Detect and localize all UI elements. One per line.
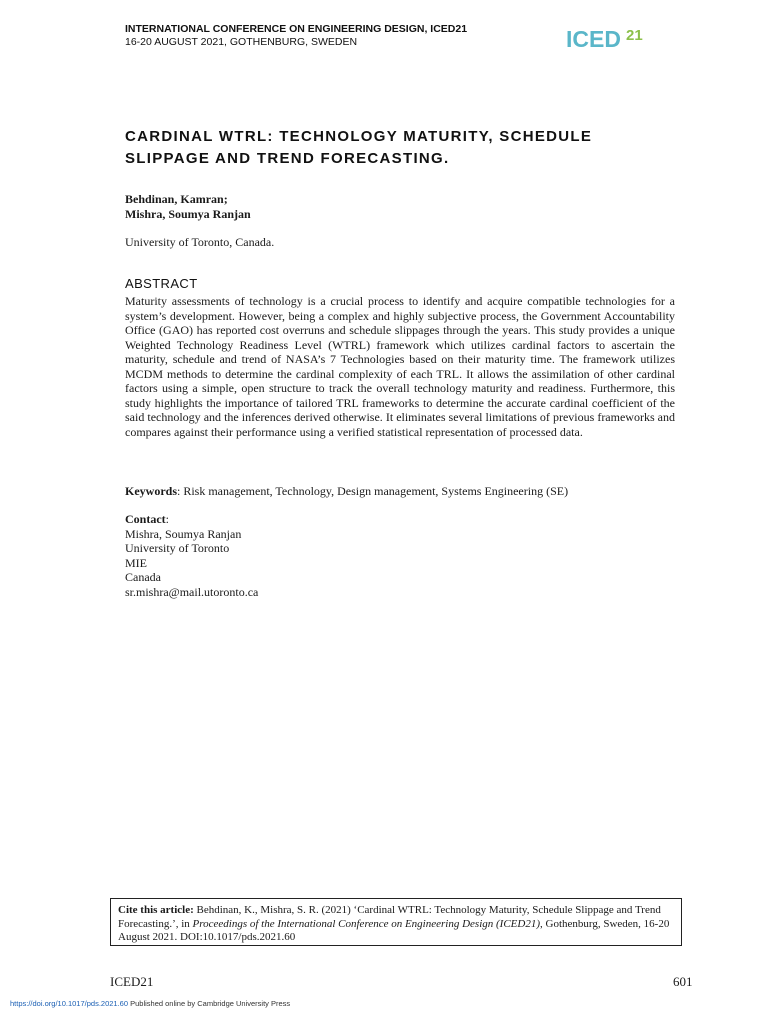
published-note: Published online by Cambridge University Press bbox=[128, 999, 291, 1008]
abstract-heading: ABSTRACT bbox=[125, 276, 198, 291]
citation-text-part2: , Gothenburg, Sweden, 16-20 August 2021. DOI:10.1017/pds.2021.60 bbox=[118, 917, 670, 943]
title-line-1: CARDINAL WTRL: TECHNOLOGY MATURITY, SCHEDULE bbox=[125, 128, 593, 145]
author-1: Behdinan, Kamran; bbox=[125, 192, 228, 206]
contact-email[interactable]: sr.mishra@mail.utoronto.ca bbox=[125, 584, 259, 599]
doi-footer bbox=[10, 999, 290, 1008]
paper-title bbox=[125, 126, 665, 170]
citation-label: Cite this article: bbox=[118, 904, 194, 916]
keywords-list: : Risk management, Technology, Design management, Systems Engineering (SE) bbox=[177, 484, 569, 498]
conference-header bbox=[125, 23, 467, 49]
conference-date-location: 16-20 AUGUST 2021, GOTHENBURG, SWEDEN bbox=[125, 36, 358, 48]
footer-conference: ICED21 bbox=[110, 974, 154, 989]
title-line-2: SLIPPAGE AND TREND FORECASTING. bbox=[125, 150, 450, 167]
contact-country: Canada bbox=[125, 570, 161, 584]
affiliation: University of Toronto, Canada. bbox=[125, 235, 275, 249]
citation-proceedings: Proceedings of the International Conference on Engineering Design (ICED21) bbox=[192, 917, 540, 930]
keywords bbox=[125, 484, 685, 499]
keywords-label: Keywords bbox=[125, 484, 177, 498]
page-number: 601 bbox=[673, 974, 693, 989]
abstract-text: Maturity assessments of technology is a crucial process to identify and acquire compatible technologies for a system’s development. However, being a complex and highly subjective process, the Government Accountability Office (GAO) has reported cost overruns and schedule slippages through the years. This study provides a unique Weighted Technology Readiness Level (WTRL) framework which utilizes cardinal factors to ascertain the maturity, schedule and trend of NASA’s 7 Technologies based on their maturity time. The framework utilizes MCDM methods to determine the cardinal complexity of each TRL. It allows the assimilation of other cardinal factors using a simple, open structure to track the overall technology maturity and readiness. Furthermore, this study highlights the importance of tailored TRL frameworks to determine the accurate cardinal coefficient of the said technology and the inferences derived otherwise. It eliminates several limitations of previous frameworks and compares against their performance using a verified statistical representation of processed data. bbox=[125, 294, 675, 439]
contact-department: MIE bbox=[125, 555, 147, 570]
contact-name: Mishra, Soumya Ranjan bbox=[125, 526, 242, 541]
doi-link[interactable]: https://doi.org/10.1017/pds.2021.60 bbox=[10, 999, 129, 1008]
contact-label: Contact bbox=[125, 512, 166, 526]
logo-number: 21 bbox=[626, 27, 643, 44]
contact-university: University of Toronto bbox=[125, 541, 230, 555]
citation-box bbox=[110, 898, 682, 946]
contact-block: Contact: Mishra, Soumya Ranjan University of Toronto MIE Canada sr.mishra@mail.utoronto.ca bbox=[125, 512, 259, 599]
conference-name: INTERNATIONAL CONFERENCE ON ENGINEERING DESIGN, ICED21 bbox=[125, 23, 468, 35]
author-list bbox=[125, 192, 251, 222]
author-2: Mishra, Soumya Ranjan bbox=[125, 207, 251, 221]
iced21-logo bbox=[566, 26, 658, 52]
logo-text: ICED bbox=[566, 26, 621, 52]
citation-text-part1: Behdinan, K., Mishra, S. R. (2021) ‘Cardinal WTRL: Technology Maturity, Schedule Slippage and Trend Forecasting.’, in bbox=[118, 904, 661, 930]
